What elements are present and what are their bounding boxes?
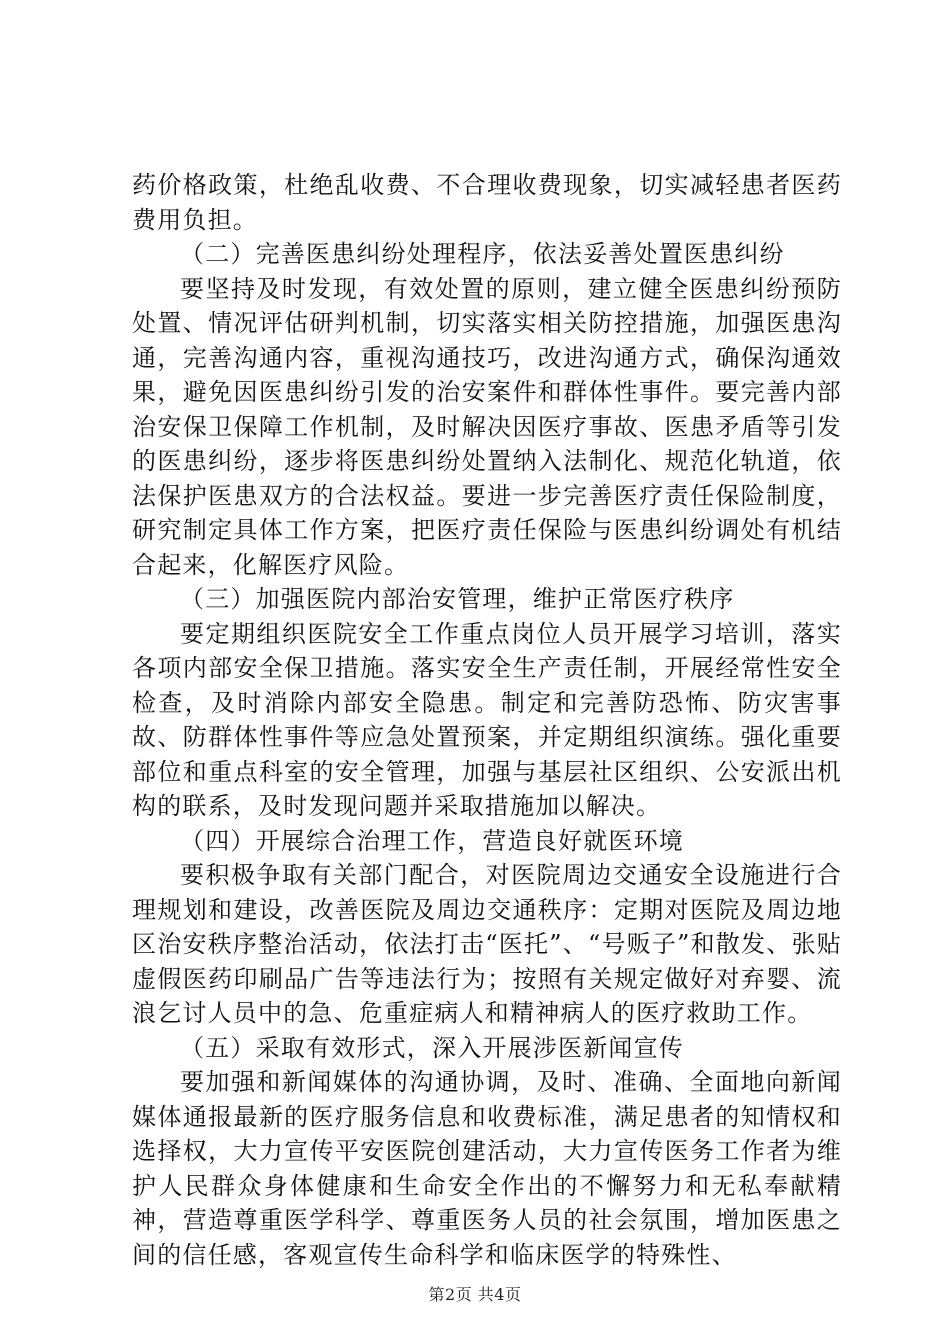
paragraph-section-5: 要加强和新闻媒体的沟通协调，及时、准确、全面地向新闻媒体通报最新的医疗服务信息和收费标准，满足患者的知情权和选择权，大力宣传平安医院创建活动，大力宣传医务工作者为维护人民群众身体健康和生命安全作出的不懈努力和无私奉献精神，营造尊重医学科学、尊重医务人员的社会氛围，增加医患之间的信任感，客观宣传生命科学和临床医学的特殊性、 — [132, 1068, 842, 1269]
paragraph-continuation: 药价格政策，杜绝乱收费、不合理收费现象，切实减轻患者医药费用负担。 — [132, 171, 842, 234]
paragraph-section-4: 要积极争取有关部门配合，对医院周边交通安全设施进行合理规划和建设，改善医院及周边交通秩序：定期对医院及周边地区治安秩序整治活动，依法打击“医托”、“号贩子”和散发、张贴虚假医药印刷品广告等违法行为；按照有关规定做好对弃婴、流浪乞讨人员中的急、危重症病人和精神病人的医疗救助工作。 — [132, 861, 842, 1027]
page-footer: 第2页 共4页 — [428, 1285, 522, 1304]
section-heading-5: （五）采取有效形式，深入开展涉医新闻宣传 — [180, 1033, 684, 1062]
paragraph-section-2: 要坚持及时发现，有效处置的原则，建立健全医患纠纷预防处置、情况评估研判机制，切实落实相关防控措施，加强医患沟通，完善沟通内容，重视沟通技巧，改进沟通方式，确保沟通效果，避免因医患纠纷引发的治安案件和群体性事件。要完善内部治安保卫保障工作机制，及时解决因医疗事故、医患矛盾等引发的医患纠纷，逐步将医患纠纷处置纳入法制化、规范化轨道，依法保护医患双方的合法权益。要进一步完善医疗责任保险制度，研究制定具体工作方案，把医疗责任保险与医患纠纷调处有机结合起来，化解医疗风险。 — [132, 274, 842, 579]
section-heading-4: （四）开展综合治理工作，营造良好就医环境 — [180, 826, 684, 855]
document-body — [132, 168, 842, 1272]
section-heading-2: （二）完善医患纠纷处理程序，依法妥善处置医患纠纷 — [180, 240, 785, 268]
section-heading-3: （三）加强医院内部治安管理，维护正常医疗秩序 — [180, 585, 735, 613]
paragraph-section-3: 要定期组织医院安全工作重点岗位人员开展学习培训，落实各项内部安全保卫措施。落实安全生产责任制，开展经常性安全检查，及时消除内部安全隐患。制定和完善防恐怖、防灾害事故、防群体性事件等应急处置预案，并定期组织演练。强化重要部位和重点科室的安全管理，加强与基层社区组织、公安派出机构的联系，及时发现问题并采取措施加以解决。 — [132, 619, 842, 820]
